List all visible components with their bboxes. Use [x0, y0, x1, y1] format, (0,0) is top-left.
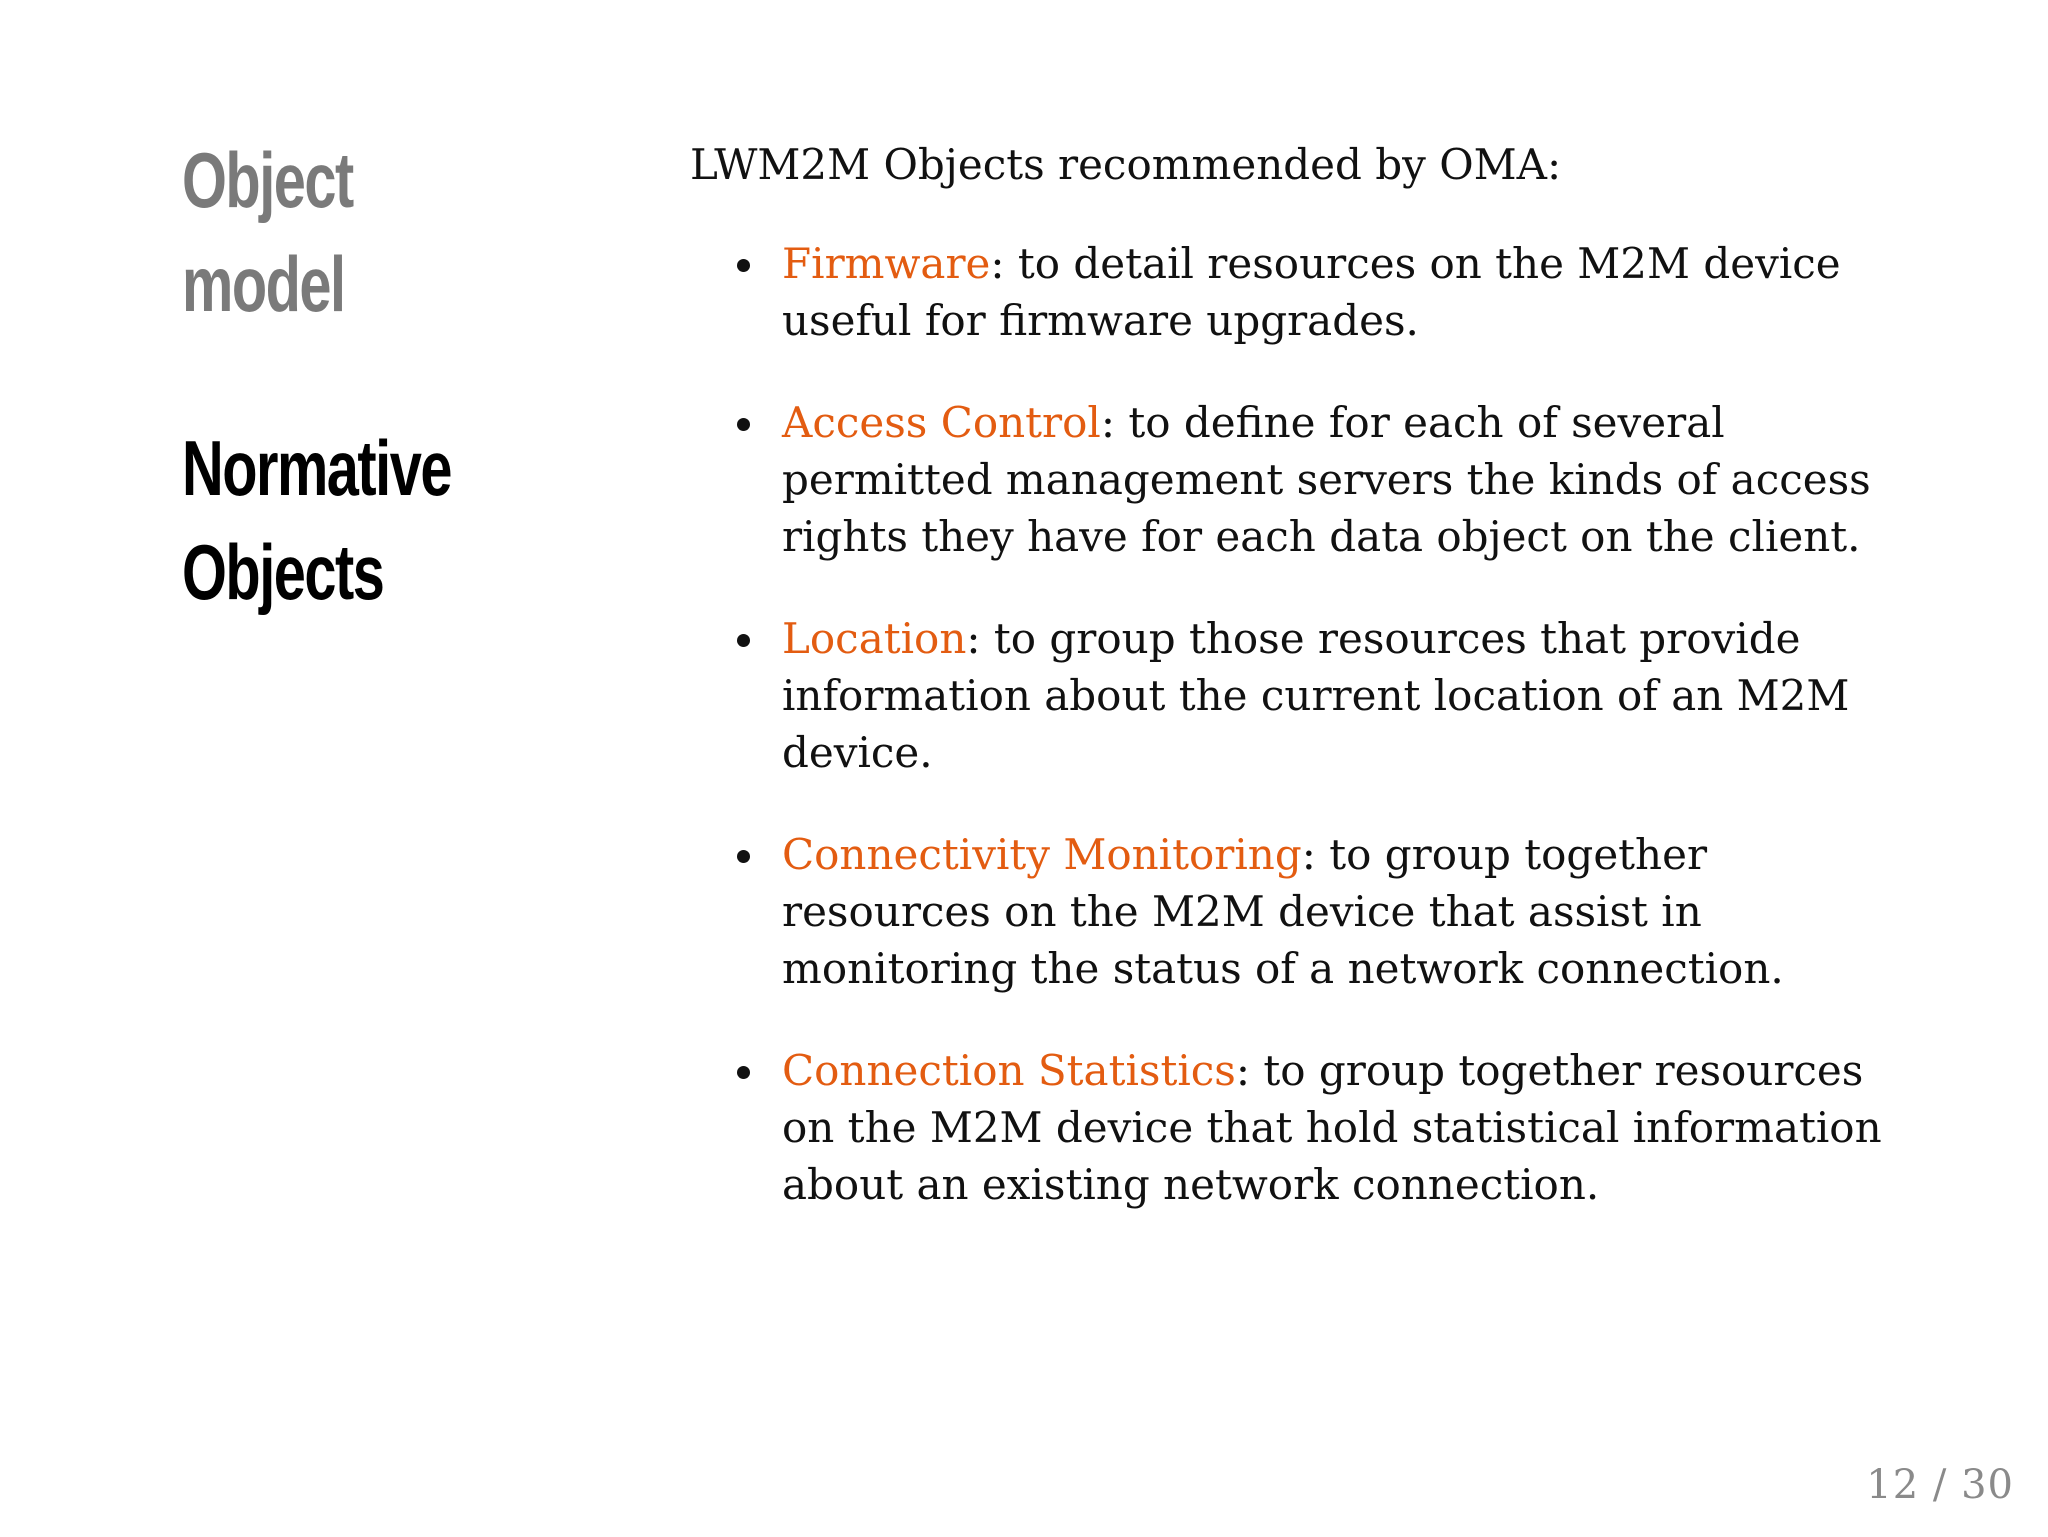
item-term: Access Control — [782, 398, 1101, 447]
slide-content — [690, 136, 1890, 1258]
bullet-icon — [737, 634, 750, 647]
item-description: : to detail resources on the M2M device useful for firmware upgrades. — [782, 239, 1841, 345]
bullet-icon — [737, 1066, 750, 1079]
item-term: Connectivity Monitoring — [782, 830, 1302, 879]
bullet-icon — [737, 850, 750, 863]
bullet-icon — [737, 418, 750, 431]
objects-list — [690, 235, 1890, 1213]
item-term: Location — [782, 614, 967, 663]
list-item — [690, 826, 1890, 997]
item-description: : to group together resources on the M2M device that hold statistical information about an existing network connection. — [782, 1046, 1882, 1209]
previous-section-title: Object model — [182, 136, 353, 328]
item-description: : to group together resources on the M2M device that assist in monitoring the status of a network connection. — [782, 830, 1784, 993]
page-number: 12 / 30 — [1866, 1462, 2014, 1508]
item-term: Firmware — [782, 239, 991, 288]
item-description: : to define for each of several permitted management servers the kinds of access rights they have for each data object on the client. — [782, 398, 1871, 561]
bullet-icon — [737, 259, 750, 272]
list-item — [690, 610, 1890, 781]
section-sidebar — [182, 128, 602, 624]
current-section-title: Normative Objects — [182, 424, 451, 616]
list-item — [690, 1042, 1890, 1213]
item-description: : to group those resources that provide information about the current location of an M2M device. — [782, 614, 1850, 777]
list-item — [690, 394, 1890, 565]
item-term: Connection Statistics — [782, 1046, 1236, 1095]
list-item — [690, 235, 1890, 349]
intro-text: LWM2M Objects recommended by OMA: — [690, 140, 1562, 189]
